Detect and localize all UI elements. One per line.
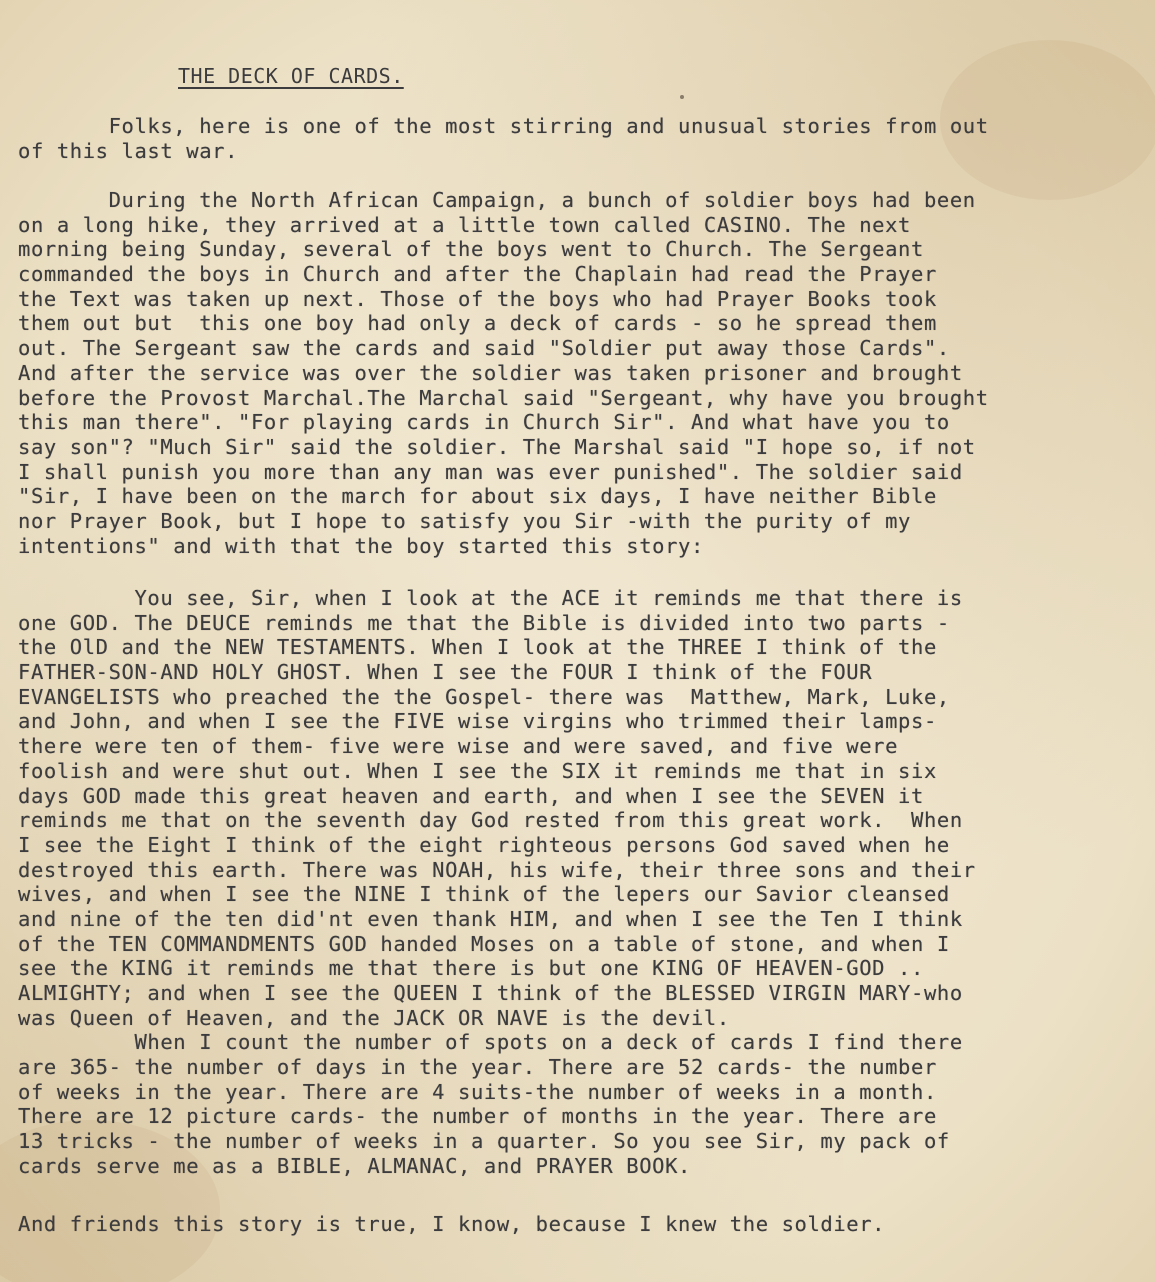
text-line: ALMIGHTY; and when I see the QUEEN I think of the BLESSED VIRGIN MARY-who <box>18 981 963 1005</box>
text-line: out. The Sergeant saw the cards and said "Soldier put away those Cards". <box>18 336 950 361</box>
text-line: on a long hike, they arrived at a little town called CASINO. The next <box>18 212 912 237</box>
text-line: of this last war. <box>18 138 239 163</box>
text-line: the Text was taken up next. Those of the boys who had Prayer Books took <box>18 286 937 311</box>
text-line: I shall punish you more than any man was ever punished". The soldier said <box>18 459 963 484</box>
text-line: And after the service was over the soldier was taken prisoner and brought <box>18 360 963 385</box>
text-line: intentions" and with that the boy started this story: <box>18 533 704 558</box>
ink-speck <box>680 95 684 99</box>
text-line: them out but this one boy had only a deck of cards - so he spread them <box>18 311 937 336</box>
text-line: one GOD. The DEUCE reminds me that the Bible is divided into two parts - <box>18 610 950 635</box>
text-line: there were ten of them- five were wise and were saved, and five were <box>18 734 899 759</box>
text-line: wives, and when I see the NINE I think of the lepers our Savior cleansed <box>18 882 950 907</box>
text-line: and nine of the ten did'nt even thank HIM, and when I see the Ten I think <box>18 906 963 931</box>
text-line: "Sir, I have been on the march for about six days, I have neither Bible <box>18 484 937 509</box>
paragraph-intro <box>18 114 1143 163</box>
text-line: EVANGELISTS who preached the the Gospel- there was Matthew, Mark, Luke, <box>18 684 950 709</box>
text-line: days GOD made this great heaven and earth, and when I see the SEVEN it <box>18 783 924 808</box>
text-line: When I count the number of spots on a deck of cards I find there <box>18 1030 963 1055</box>
paragraph-card-meanings <box>18 586 1143 1179</box>
text-line: nor Prayer Book, but I hope to satisfy you Sir -with the purity of my <box>18 508 912 533</box>
paragraph-story-setup <box>18 188 1143 558</box>
text-line: reminds me that on the seventh day God rested from this great work. When <box>18 808 963 833</box>
text-line: are 365- the number of days in the year. There are 52 cards- the number <box>18 1055 937 1080</box>
text-line: There are 12 picture cards- the number of months in the year. There are <box>18 1104 937 1129</box>
text-line: And friends this story is true, I know, because I knew the soldier. <box>18 1212 886 1236</box>
document-title: THE DECK OF CARDS. <box>178 64 404 88</box>
text-line: morning being Sunday, several of the boys went to Church. The Sergeant <box>18 237 924 262</box>
text-line: of weeks in the year. There are 4 suits-the number of weeks in a month. <box>18 1079 937 1104</box>
text-line: FATHER-SON-AND HOLY GHOST. When I see the FOUR I think of the FOUR <box>18 660 873 685</box>
text-line: During the North African Campaign, a bunch of soldier boys had been <box>18 188 976 212</box>
text-line: destroyed this earth. There was NOAH, his wife, their three sons and their <box>18 857 976 882</box>
text-line: 13 tricks - the number of weeks in a quarter. So you see Sir, my pack of <box>18 1129 950 1154</box>
text-line: Folks, here is one of the most stirring and unusual stories from out <box>18 114 989 138</box>
text-line: before the Provost Marchal.The Marchal said "Sergeant, why have you brought <box>18 385 989 410</box>
text-line: of the TEN COMMANDMENTS GOD handed Moses on a table of stone, and when I <box>18 931 950 956</box>
text-line: I see the Eight I think of the eight righteous persons God saved when he <box>18 832 950 857</box>
paragraph-closing <box>18 1212 1143 1237</box>
text-line: and John, and when I see the FIVE wise virgins who trimmed their lamps- <box>18 709 937 734</box>
text-line: You see, Sir, when I look at the ACE it reminds me that there is <box>18 586 963 610</box>
text-line: the OlD and the NEW TESTAMENTS. When I look at the THREE I think of the <box>18 635 937 660</box>
text-line: cards serve me as a BIBLE, ALMANAC, and PRAYER BOOK. <box>18 1153 691 1178</box>
text-line: commanded the boys in Church and after the Chaplain had read the Prayer <box>18 262 937 287</box>
text-line: see the KING it reminds me that there is but one KING OF HEAVEN-GOD .. <box>18 956 924 981</box>
text-line: was Queen of Heaven, and the JACK OR NAVE is the devil. <box>18 1005 730 1030</box>
text-line: this man there". "For playing cards in Church Sir". And what have you to <box>18 410 950 435</box>
text-line: foolish and were shut out. When I see the SIX it reminds me that in six <box>18 758 937 783</box>
text-line: say son"? "Much Sir" said the soldier. The Marshal said "I hope so, if not <box>18 434 976 459</box>
